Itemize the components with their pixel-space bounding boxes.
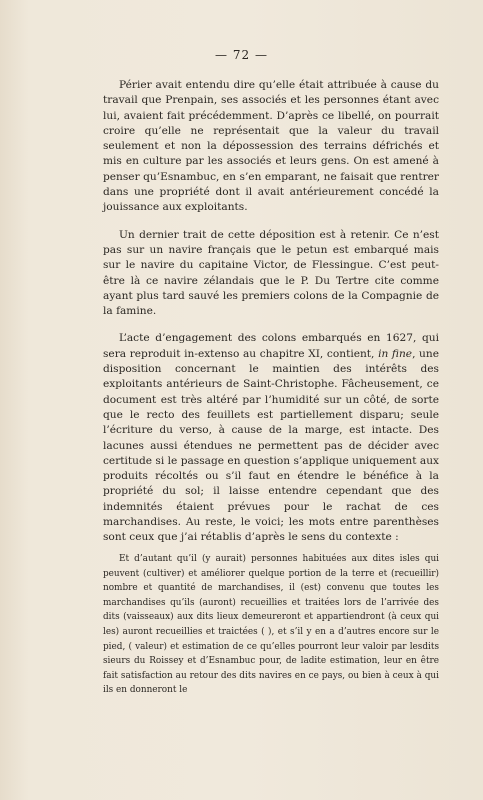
main-text [103, 78, 439, 546]
quote-text: Et d’autant qu’il (y aurait) personnes habituées aux dites isles qui peuvent (cultiver) et améliorer quelque portion de la terre et (recueillir) nombre et quantité de marchandises, il (est) convenu que toutes les marchandises qu’ils (auront) recueillies et traitées lors de l’arrivée des dits (vaisseaux) aux dits lieux demeureront et appartiendront (à ceux qui les) auront recueillies et traictées ( ), et s’il y en a d’autres encore sur le pied, ( valeur) et estimation de ce qu’elles pourront leur valoir par lesdits sieurs du Roissey et d’Esnambuc pour, de ladite estimation, leur en être fait satisfaction au retour des dits navires en ce pays, ou bien à ceux à qui ils en donneront le [103, 554, 439, 696]
paragraph-3-start: L’acte d’engagement des colons embarqués en 1627, qui sera reproduit in-extenso au chapitre XI, contient, [103, 332, 439, 360]
quoted-document [103, 552, 439, 698]
page-number: — 72 — [215, 48, 268, 62]
paragraph-3-italic: in fine [378, 347, 413, 360]
paragraph-1: Périer avait entendu dire qu’elle était attribuée à cause du travail que Prenpain, ses associés et les personnes étant avec lui, avaient fait précédemment. D’après ce libellé, on pourrait croire qu’elle ne représentait que la valeur du travail seulement et non la dépossession des terrains défrichés et mis en culture par les associés et leurs gens. On est amené à penser qu’Esnambuc, en s’en emparant, ne faisait que rentrer dans une propriété dont il avait antérieurement concédé la jouissance aux exploitants. [103, 79, 439, 214]
paragraph-2: Un dernier trait de cette déposition est à retenir. Ce n’est pas sur un navire français que le petun est embarqué mais sur le navire du capitaine Victor, de Flessingue. C’est peut-être là ce navire zélandais que le P. Du Tertre cite comme ayant plus tard sauvé les premiers colons de la Compagnie de la famine. [103, 228, 439, 318]
paragraph-3 [103, 331, 439, 545]
paragraph-3-end: , une disposition concernant le maintien des intérêts des exploitants antérieurs de Saint-Christophe. Fâcheusement, ce document est très altéré par l’humidité sur un côté, de sorte que le recto des feuillets est partiellement disparu; seule l’écriture du verso, à cause de la marge, est intacte. Des lacunes aussi étendues ne permettent pas de décider avec certitude si le passage en question s’applique uniquement aux produits récoltés ou s’il faut en étendre le bénéfice à la propriété du sol; il laisse entendre cependant que des indemnités étaient prévues pour le rachat de ces marchandises. Au reste, le voici; les mots entre parenthèses sont ceux que j’ai rétablis d’après le sens du contexte : [103, 347, 439, 544]
